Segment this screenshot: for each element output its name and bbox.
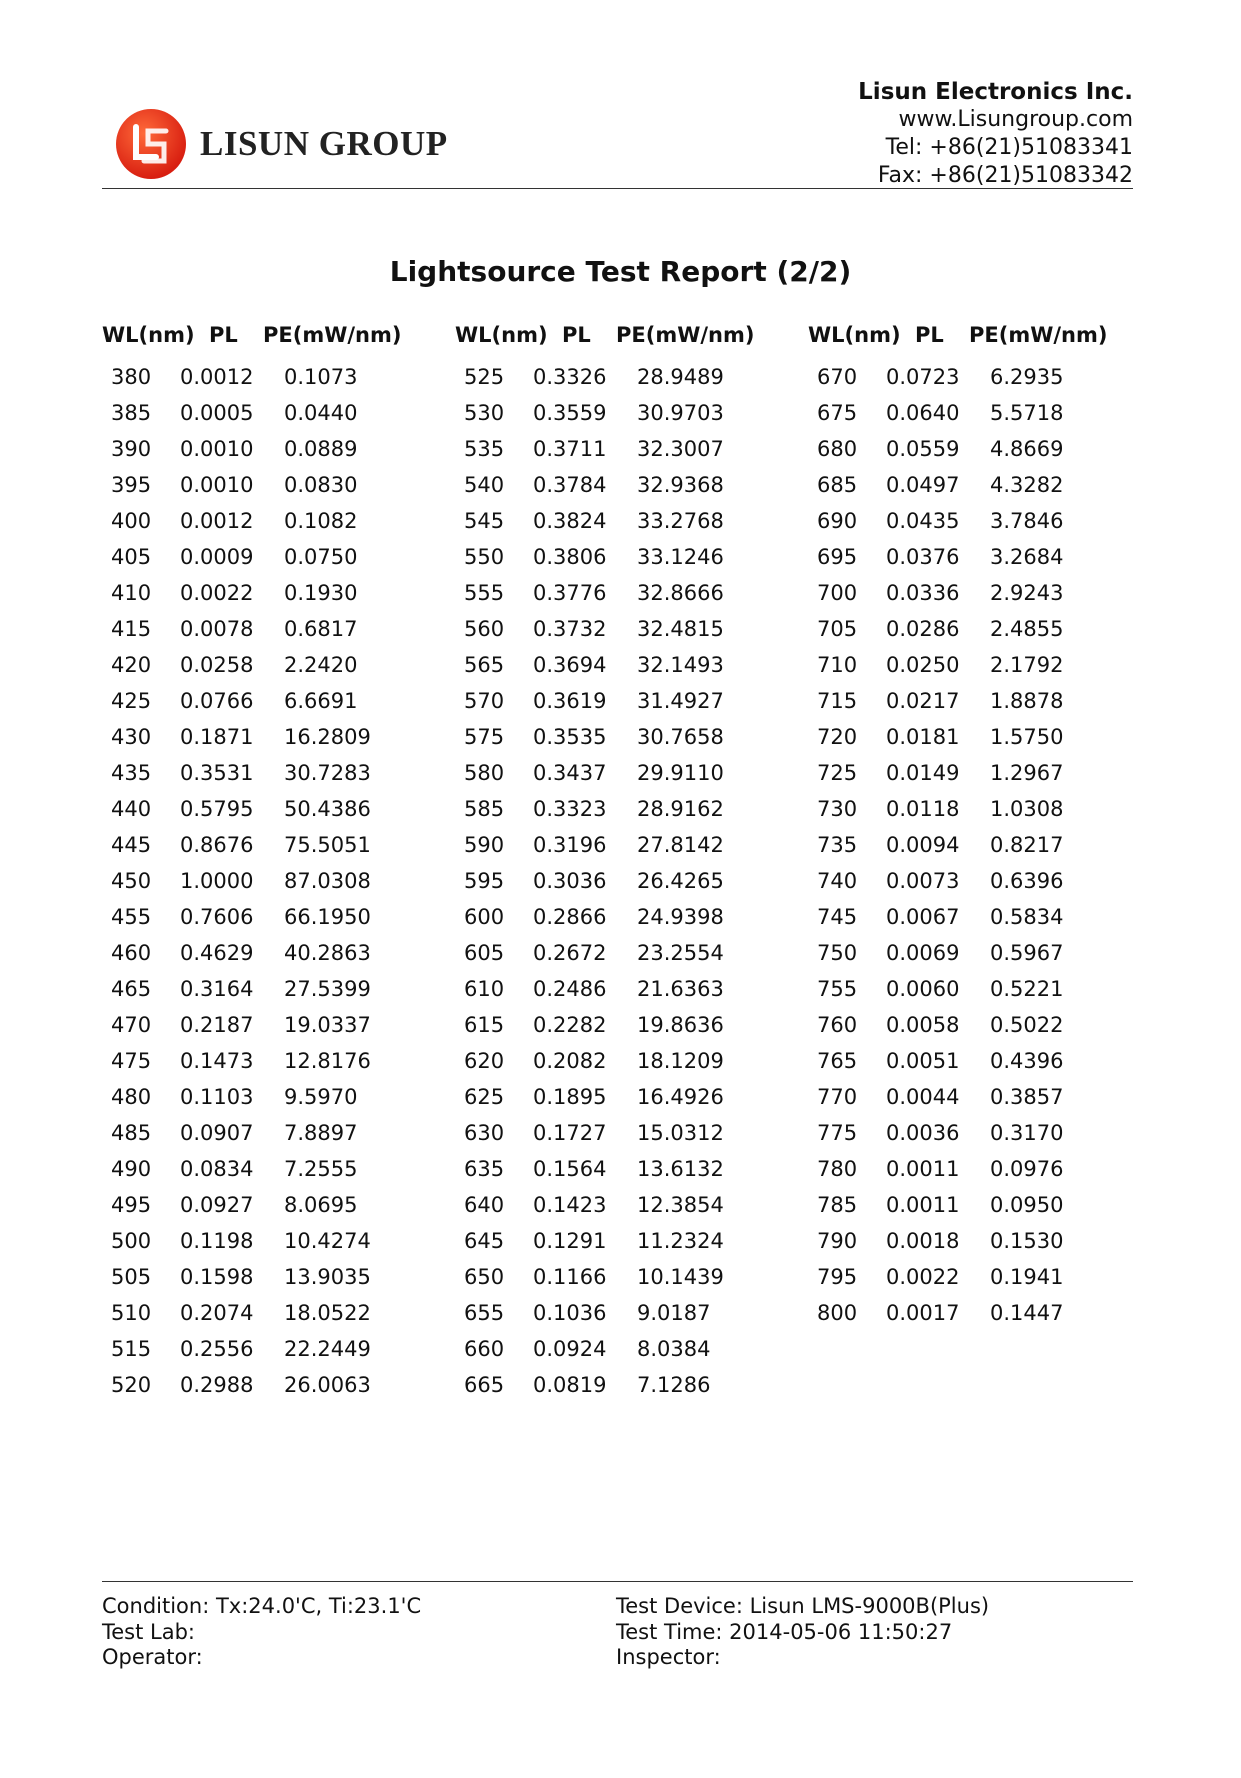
cell-pl: 0.0036 [886,1121,960,1145]
cell-pl: 0.0078 [180,617,254,641]
cell-pe: 0.0830 [284,473,358,497]
cell-wl: 685 [817,473,858,497]
cell-wl: 520 [111,1373,152,1397]
cell-pe: 8.0384 [637,1337,711,1361]
footer-left [102,1594,421,1671]
cell-pl: 0.4629 [180,941,254,965]
cell-pl: 0.1036 [533,1301,607,1325]
cell-pe: 9.5970 [284,1085,358,1109]
cell-wl: 435 [111,761,152,785]
cell-pe: 1.8878 [990,689,1064,713]
cell-pl: 0.3535 [533,725,607,749]
cell-pl: 0.0012 [180,509,254,533]
cell-wl: 525 [464,365,505,389]
cell-pe: 10.4274 [284,1229,371,1253]
cell-wl: 800 [817,1301,858,1325]
cell-pl: 0.2486 [533,977,607,1001]
cell-wl: 380 [111,365,152,389]
cell-pe: 0.1073 [284,365,358,389]
header-wl: WL(nm) [102,323,195,347]
cell-pe: 5.5718 [990,401,1064,425]
cell-wl: 495 [111,1193,152,1217]
cell-pl: 0.2082 [533,1049,607,1073]
cell-pe: 50.4386 [284,797,371,821]
cell-wl: 455 [111,905,152,929]
cell-pe: 32.3007 [637,437,724,461]
cell-pl: 0.0181 [886,725,960,749]
cell-pl: 0.0250 [886,653,960,677]
cell-pe: 29.9110 [637,761,724,785]
cell-wl: 415 [111,617,152,641]
cell-pe: 0.1941 [990,1265,1064,1289]
cell-wl: 755 [817,977,858,1001]
cell-pe: 87.0308 [284,869,371,893]
cell-pe: 32.4815 [637,617,724,641]
lisun-logo-icon [114,107,188,181]
cell-pe: 0.5967 [990,941,1064,965]
cell-pe: 32.9368 [637,473,724,497]
cell-pe: 0.8217 [990,833,1064,857]
test-device-text: Test Device: Lisun LMS-9000B(Plus) [616,1594,990,1618]
cell-wl: 690 [817,509,858,533]
cell-pl: 0.3323 [533,797,607,821]
cell-wl: 725 [817,761,858,785]
cell-pl: 0.1871 [180,725,254,749]
cell-pe: 0.4396 [990,1049,1064,1073]
cell-pl: 0.0067 [886,905,960,929]
cell-pe: 16.4926 [637,1085,724,1109]
inspector-text: Inspector: [616,1645,721,1669]
report-title: Lightsource Test Report (2/2) [389,255,852,288]
company-name: Lisun Electronics Inc. [858,79,1133,105]
cell-pe: 24.9398 [637,905,724,929]
cell-wl: 790 [817,1229,858,1253]
cell-pl: 0.0022 [180,581,254,605]
cell-pl: 0.0149 [886,761,960,785]
cell-wl: 560 [464,617,505,641]
cell-pe: 19.0337 [284,1013,371,1037]
cell-pe: 40.2863 [284,941,371,965]
cell-pe: 4.3282 [990,473,1064,497]
cell-wl: 500 [111,1229,152,1253]
cell-pe: 0.5022 [990,1013,1064,1037]
cell-wl: 390 [111,437,152,461]
cell-pl: 0.0376 [886,545,960,569]
cell-pl: 0.0069 [886,941,960,965]
cell-wl: 665 [464,1373,505,1397]
cell-wl: 535 [464,437,505,461]
cell-pe: 22.2449 [284,1337,371,1361]
cell-wl: 670 [817,365,858,389]
cell-pl: 0.1423 [533,1193,607,1217]
cell-pl: 0.5795 [180,797,254,821]
cell-pl: 0.0010 [180,473,254,497]
cell-wl: 585 [464,797,505,821]
test-time-text: Test Time: 2014-05-06 11:50:27 [616,1619,953,1644]
cell-pe: 3.7846 [990,509,1064,533]
cell-wl: 470 [111,1013,152,1037]
cell-pe: 8.0695 [284,1193,358,1217]
cell-wl: 445 [111,833,152,857]
cell-wl: 795 [817,1265,858,1289]
cell-wl: 605 [464,941,505,965]
cell-pl: 0.7606 [180,905,254,929]
cell-pl: 0.3559 [533,401,607,425]
header-pe: PE(mW/nm) [263,323,402,347]
cell-pe: 0.3857 [990,1085,1064,1109]
cell-wl: 485 [111,1121,152,1145]
cell-wl: 405 [111,545,152,569]
cell-pl: 0.0435 [886,509,960,533]
cell-pe: 23.2554 [637,941,724,965]
cell-pl: 0.2866 [533,905,607,929]
cell-pl: 0.1727 [533,1121,607,1145]
cell-wl: 450 [111,869,152,893]
cell-pe: 0.0889 [284,437,358,461]
cell-pl: 0.0924 [533,1337,607,1361]
cell-pl: 0.3619 [533,689,607,713]
cell-pl: 0.0286 [886,617,960,641]
cell-pe: 2.1792 [990,653,1064,677]
cell-pl: 0.3711 [533,437,607,461]
cell-wl: 765 [817,1049,858,1073]
cell-pl: 0.0497 [886,473,960,497]
cell-wl: 460 [111,941,152,965]
cell-pl: 0.0766 [180,689,254,713]
cell-pe: 32.1493 [637,653,724,677]
cell-wl: 530 [464,401,505,425]
cell-pe: 11.2324 [637,1229,724,1253]
company-logo [114,107,448,181]
cell-wl: 490 [111,1157,152,1181]
cell-pe: 2.4855 [990,617,1064,641]
cell-wl: 440 [111,797,152,821]
cell-pl: 0.3437 [533,761,607,785]
cell-pl: 0.0022 [886,1265,960,1289]
cell-pl: 0.2988 [180,1373,254,1397]
cell-wl: 710 [817,653,858,677]
cell-wl: 550 [464,545,505,569]
cell-pl: 0.0834 [180,1157,254,1181]
cell-wl: 615 [464,1013,505,1037]
cell-pe: 33.2768 [637,509,724,533]
cell-pl: 0.1564 [533,1157,607,1181]
cell-wl: 715 [817,689,858,713]
cell-wl: 660 [464,1337,505,1361]
cell-wl: 630 [464,1121,505,1145]
cell-pe: 18.0522 [284,1301,371,1325]
cell-pl: 0.0011 [886,1193,960,1217]
cell-pe: 1.0308 [990,797,1064,821]
cell-pl: 0.0044 [886,1085,960,1109]
cell-pe: 27.8142 [637,833,724,857]
cell-wl: 545 [464,509,505,533]
cell-pe: 0.6396 [990,869,1064,893]
cell-wl: 475 [111,1049,152,1073]
cell-wl: 700 [817,581,858,605]
cell-wl: 780 [817,1157,858,1181]
cell-pl: 1.0000 [180,869,254,893]
cell-pe: 0.0950 [990,1193,1064,1217]
header-pe: PE(mW/nm) [969,323,1108,347]
company-fax: Fax: +86(21)51083342 [877,163,1133,188]
header-pl: PL [209,323,238,347]
cell-pe: 9.0187 [637,1301,711,1325]
cell-pl: 0.3732 [533,617,607,641]
cell-pe: 19.8636 [637,1013,724,1037]
cell-pl: 0.0723 [886,365,960,389]
cell-pl: 0.0010 [180,437,254,461]
cell-pe: 27.5399 [284,977,371,1001]
cell-wl: 555 [464,581,505,605]
cell-wl: 590 [464,833,505,857]
cell-pe: 2.2420 [284,653,358,677]
cell-wl: 515 [111,1337,152,1361]
cell-pe: 0.0440 [284,401,358,425]
cell-wl: 570 [464,689,505,713]
cell-wl: 740 [817,869,858,893]
header-wl: WL(nm) [808,323,901,347]
cell-pl: 0.0058 [886,1013,960,1037]
cell-wl: 575 [464,725,505,749]
cell-pe: 12.3854 [637,1193,724,1217]
cell-wl: 505 [111,1265,152,1289]
cell-pl: 0.0094 [886,833,960,857]
cell-pe: 75.5051 [284,833,371,857]
cell-pl: 0.1198 [180,1229,254,1253]
cell-wl: 395 [111,473,152,497]
cell-pl: 0.0005 [180,401,254,425]
operator-text: Operator: [102,1645,203,1669]
cell-pe: 4.8669 [990,437,1064,461]
header-pl: PL [562,323,591,347]
cell-pe: 30.7283 [284,761,371,785]
cell-wl: 675 [817,401,858,425]
cell-pe: 7.2555 [284,1157,358,1181]
cell-pe: 3.2684 [990,545,1064,569]
cell-wl: 425 [111,689,152,713]
cell-pe: 1.5750 [990,725,1064,749]
cell-pl: 0.1598 [180,1265,254,1289]
cell-pl: 0.3784 [533,473,607,497]
cell-pe: 0.3170 [990,1121,1064,1145]
cell-wl: 540 [464,473,505,497]
cell-pl: 0.0011 [886,1157,960,1181]
cell-pl: 0.3824 [533,509,607,533]
cell-wl: 400 [111,509,152,533]
cell-pe: 13.9035 [284,1265,371,1289]
cell-wl: 565 [464,653,505,677]
footer-right [616,1594,989,1671]
header-divider [102,188,1133,189]
cell-pe: 6.6691 [284,689,358,713]
cell-pe: 10.1439 [637,1265,724,1289]
cell-pl: 0.0012 [180,365,254,389]
cell-pe: 28.9162 [637,797,724,821]
company-website: www.Lisungroup.com [898,107,1133,132]
cell-pe: 28.9489 [637,365,724,389]
cell-wl: 705 [817,617,858,641]
cell-pl: 0.3806 [533,545,607,569]
header-wl: WL(nm) [455,323,548,347]
cell-pe: 13.6132 [637,1157,724,1181]
cell-wl: 600 [464,905,505,929]
cell-wl: 620 [464,1049,505,1073]
cell-pe: 66.1950 [284,905,371,929]
cell-pl: 0.0017 [886,1301,960,1325]
cell-pl: 0.0640 [886,401,960,425]
cell-pe: 0.6817 [284,617,358,641]
cell-pe: 33.1246 [637,545,724,569]
cell-pl: 0.3036 [533,869,607,893]
cell-pe: 16.2809 [284,725,371,749]
cell-pl: 0.0336 [886,581,960,605]
cell-wl: 385 [111,401,152,425]
cell-pe: 18.1209 [637,1049,724,1073]
cell-wl: 580 [464,761,505,785]
cell-pl: 0.0559 [886,437,960,461]
cell-wl: 635 [464,1157,505,1181]
cell-pl: 0.0018 [886,1229,960,1253]
cell-wl: 745 [817,905,858,929]
cell-pe: 0.1082 [284,509,358,533]
cell-pl: 0.3776 [533,581,607,605]
cell-pl: 0.0060 [886,977,960,1001]
cell-wl: 595 [464,869,505,893]
cell-pe: 0.5221 [990,977,1064,1001]
cell-wl: 680 [817,437,858,461]
cell-wl: 645 [464,1229,505,1253]
cell-pe: 30.7658 [637,725,724,749]
cell-pe: 12.8176 [284,1049,371,1073]
cell-pl: 0.2187 [180,1013,254,1037]
cell-pl: 0.0009 [180,545,254,569]
cell-pl: 0.0118 [886,797,960,821]
cell-pl: 0.1166 [533,1265,607,1289]
cell-wl: 640 [464,1193,505,1217]
cell-pe: 6.2935 [990,365,1064,389]
cell-pe: 31.4927 [637,689,724,713]
cell-wl: 750 [817,941,858,965]
cell-pl: 0.3196 [533,833,607,857]
cell-pe: 7.8897 [284,1121,358,1145]
cell-pe: 2.9243 [990,581,1064,605]
cell-wl: 775 [817,1121,858,1145]
header-pl: PL [915,323,944,347]
cell-wl: 730 [817,797,858,821]
cell-pl: 0.1103 [180,1085,254,1109]
cell-pl: 0.0073 [886,869,960,893]
cell-pe: 32.8666 [637,581,724,605]
footer-divider [102,1581,1133,1582]
cell-pl: 0.2074 [180,1301,254,1325]
cell-wl: 480 [111,1085,152,1109]
cell-wl: 720 [817,725,858,749]
cell-pe: 0.1930 [284,581,358,605]
cell-pe: 0.1530 [990,1229,1064,1253]
cell-pe: 26.4265 [637,869,724,893]
logo-text: LISUN GROUP [200,124,448,163]
cell-pl: 0.2556 [180,1337,254,1361]
cell-wl: 695 [817,545,858,569]
company-tel: Tel: +86(21)51083341 [885,135,1133,160]
cell-wl: 655 [464,1301,505,1325]
cell-pl: 0.0927 [180,1193,254,1217]
cell-wl: 760 [817,1013,858,1037]
cell-pl: 0.3694 [533,653,607,677]
cell-wl: 735 [817,833,858,857]
cell-pl: 0.3326 [533,365,607,389]
cell-pe: 1.2967 [990,761,1064,785]
cell-pl: 0.0217 [886,689,960,713]
cell-pe: 21.6363 [637,977,724,1001]
cell-pe: 30.9703 [637,401,724,425]
cell-pl: 0.0819 [533,1373,607,1397]
company-info [858,78,1133,190]
cell-wl: 625 [464,1085,505,1109]
cell-pl: 0.2672 [533,941,607,965]
cell-pl: 0.3164 [180,977,254,1001]
test-lab-text: Test Lab: [102,1619,196,1644]
cell-wl: 650 [464,1265,505,1289]
cell-wl: 410 [111,581,152,605]
cell-pe: 0.0750 [284,545,358,569]
condition-text: Condition: Tx:24.0'C, Ti:23.1'C [102,1594,422,1618]
cell-pl: 0.3531 [180,761,254,785]
cell-wl: 510 [111,1301,152,1325]
cell-wl: 770 [817,1085,858,1109]
cell-pe: 26.0063 [284,1373,371,1397]
cell-pl: 0.1473 [180,1049,254,1073]
cell-pe: 7.1286 [637,1373,711,1397]
cell-pl: 0.2282 [533,1013,607,1037]
cell-pl: 0.1291 [533,1229,607,1253]
cell-pe: 0.5834 [990,905,1064,929]
cell-wl: 420 [111,653,152,677]
cell-pl: 0.8676 [180,833,254,857]
header-pe: PE(mW/nm) [616,323,755,347]
cell-wl: 430 [111,725,152,749]
cell-pl: 0.1895 [533,1085,607,1109]
cell-pe: 0.0976 [990,1157,1064,1181]
cell-pe: 0.1447 [990,1301,1064,1325]
cell-wl: 610 [464,977,505,1001]
cell-wl: 785 [817,1193,858,1217]
cell-pl: 0.0051 [886,1049,960,1073]
cell-pl: 0.0907 [180,1121,254,1145]
cell-pl: 0.0258 [180,653,254,677]
cell-pe: 15.0312 [637,1121,724,1145]
cell-wl: 465 [111,977,152,1001]
